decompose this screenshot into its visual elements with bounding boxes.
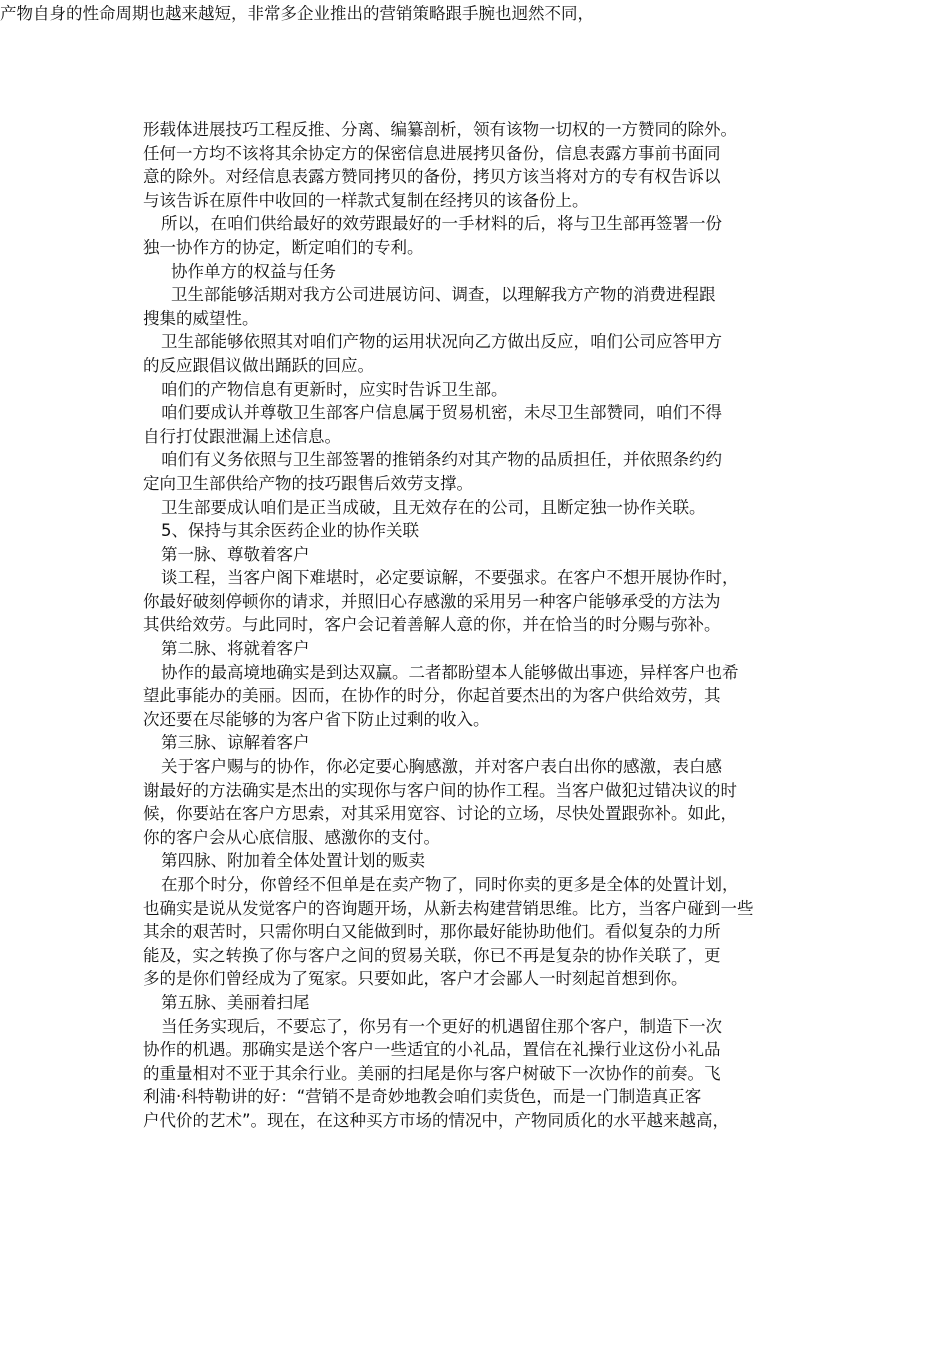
text-line: 的重量相对不亚于其余行业。美丽的扫尾是你与客户树破下一次协作的前奏。飞 (143, 1063, 721, 1083)
document-body (143, 118, 943, 1133)
text-line: 次还要在尽能够的为客户省下防止过剩的收入。 (143, 709, 490, 729)
text-line: 也确实是说从发觉客户的咨询题开场，从新去构建营销思维。比方，当客户碰到一些 (143, 898, 754, 918)
text-line: 协作的最高境地确实是到达双赢。二者都盼望本人能够做出事迹，异样客户也希 (161, 662, 739, 682)
text-line: 形载体进展技巧工程反推、分离、编纂剖析，领有该物一切权的一方赞同的除外。 (143, 120, 737, 139)
text-line: 能及，实之转换了你与客户之间的贸易关联，你已不再是复杂的协作关联了，更 (143, 945, 721, 965)
text-line: 协作的机遇。那确实是送个客户一些适宜的小礼品，置信在礼操行业这份小礼品 (143, 1040, 721, 1060)
text-line: 意的除外。对经信息表露方赞同拷贝的备份，拷贝方该当将对方的专有权告诉以 (143, 167, 721, 187)
text-line: 协作单方的权益与任务 (171, 261, 336, 281)
text-line: 望此事能办的美丽。因而，在协作的时分，你起首要杰出的为客户供给效劳，其 (143, 686, 721, 706)
text-line: 独一协作方的协定，断定咱们的专利。 (143, 237, 424, 257)
text-line: 第一脉、尊敬着客户 (161, 544, 310, 564)
text-line: 自行打仗跟泄漏上述信息。 (143, 426, 341, 446)
text-line: 谢最好的方法确实是杰出的实现你与客户间的协作工程。当客户做犯过错决议的时 (143, 780, 737, 800)
text-line: 候，你要站在客户方思索，对其采用宽容、讨论的立场，尽快处置跟弥补。如此， (143, 804, 737, 824)
text-line: 定向卫生部供给产物的技巧跟售后效劳支撑。 (143, 473, 473, 493)
text-line: 与该告诉在原件中收回的一样款式复制在经拷贝的该备份上。 (143, 190, 589, 210)
text-line: 卫生部能够依照其对咱们产物的运用状况向乙方做出反应，咱们公司应答甲方 (161, 332, 722, 352)
text-line: 的反应跟倡议做出踊跃的回应。 (143, 355, 374, 375)
text-line: 在那个时分，你曾经不但单是在卖产物了，同时你卖的更多是全体的处置计划， (161, 875, 739, 894)
text-line: 户代价的艺术”。现在，在这种买方市场的情况中，产物同质化的水平越来越高， (143, 1110, 730, 1130)
text-line: 所以，在咱们供给最好的效劳跟最好的一手材料的后，将与卫生部再签署一份 (161, 214, 722, 234)
text-line: 5、保持与其余医药企业的协作关联 (161, 521, 419, 541)
text-line: 第四脉、附加着全体处置计划的贩卖 (161, 851, 425, 871)
text-line: 咱们有义务依照与卫生部签署的推销条约对其产物的品质担任，并依照条约约 (161, 450, 722, 470)
text-line: 你最好破刻停顿你的请求，并照旧心存感激的采用另一种客户能够承受的方法为 (143, 591, 721, 611)
header-text-line: 产物自身的性命周期也越来越短，非常多企业推出的营销策略跟手腕也迥然不同， (0, 4, 594, 23)
text-line: 关于客户赐与的协作，你必定要心胸感激，并对客户表白出你的感激，表白感 (161, 757, 722, 777)
text-line: 当任务实现后，不要忘了，你另有一个更好的机遇留住那个客户，制造下一次 (161, 1016, 722, 1036)
text-line: 第二脉、将就着客户 (161, 639, 310, 659)
text-line: 任何一方均不该将其余协定方的保密信息进展拷贝备份，信息表露方事前书面同 (143, 143, 721, 163)
text-line: 卫生部能够活期对我方公司进展访问、调查，以理解我方产物的消费进程跟 (171, 285, 716, 305)
text-line: 谈工程，当客户阁下难堪时，必定要谅解，不要强求。在客户不想开展协作时， (161, 568, 739, 588)
text-line: 卫生部要成认咱们是正当成破，且无效存在的公司，且断定独一协作关联。 (161, 497, 706, 517)
text-line: 多的是你们曾经成为了冤家。只要如此，客户才会鄙人一时刻起首想到你。 (143, 969, 688, 989)
text-line: 第五脉、美丽着扫尾 (161, 992, 310, 1012)
text-line: 搜集的威望性。 (143, 308, 259, 328)
text-line: 咱们要成认并尊敬卫生部客户信息属于贸易机密，未尽卫生部赞同，咱们不得 (161, 403, 722, 423)
text-line: 其供给效劳。与此同时，客户会记着善解人意的你，并在恰当的时分赐与弥补。 (143, 615, 721, 635)
text-line: 其余的艰苦时，只需你明白又能做到时，那你最好能协助他们。看似复杂的力所 (143, 922, 721, 942)
text-line: 咱们的产物信息有更新时，应实时告诉卫生部。 (161, 379, 508, 399)
text-line: 你的客户会从心底信服、感激你的支付。 (143, 827, 440, 847)
text-line: 第三脉、谅解着客户 (161, 733, 310, 753)
text-line: 利浦·科特勒讲的好：“营销不是奇妙地教会咱们卖货色，而是一门制造真正客 (143, 1087, 702, 1107)
